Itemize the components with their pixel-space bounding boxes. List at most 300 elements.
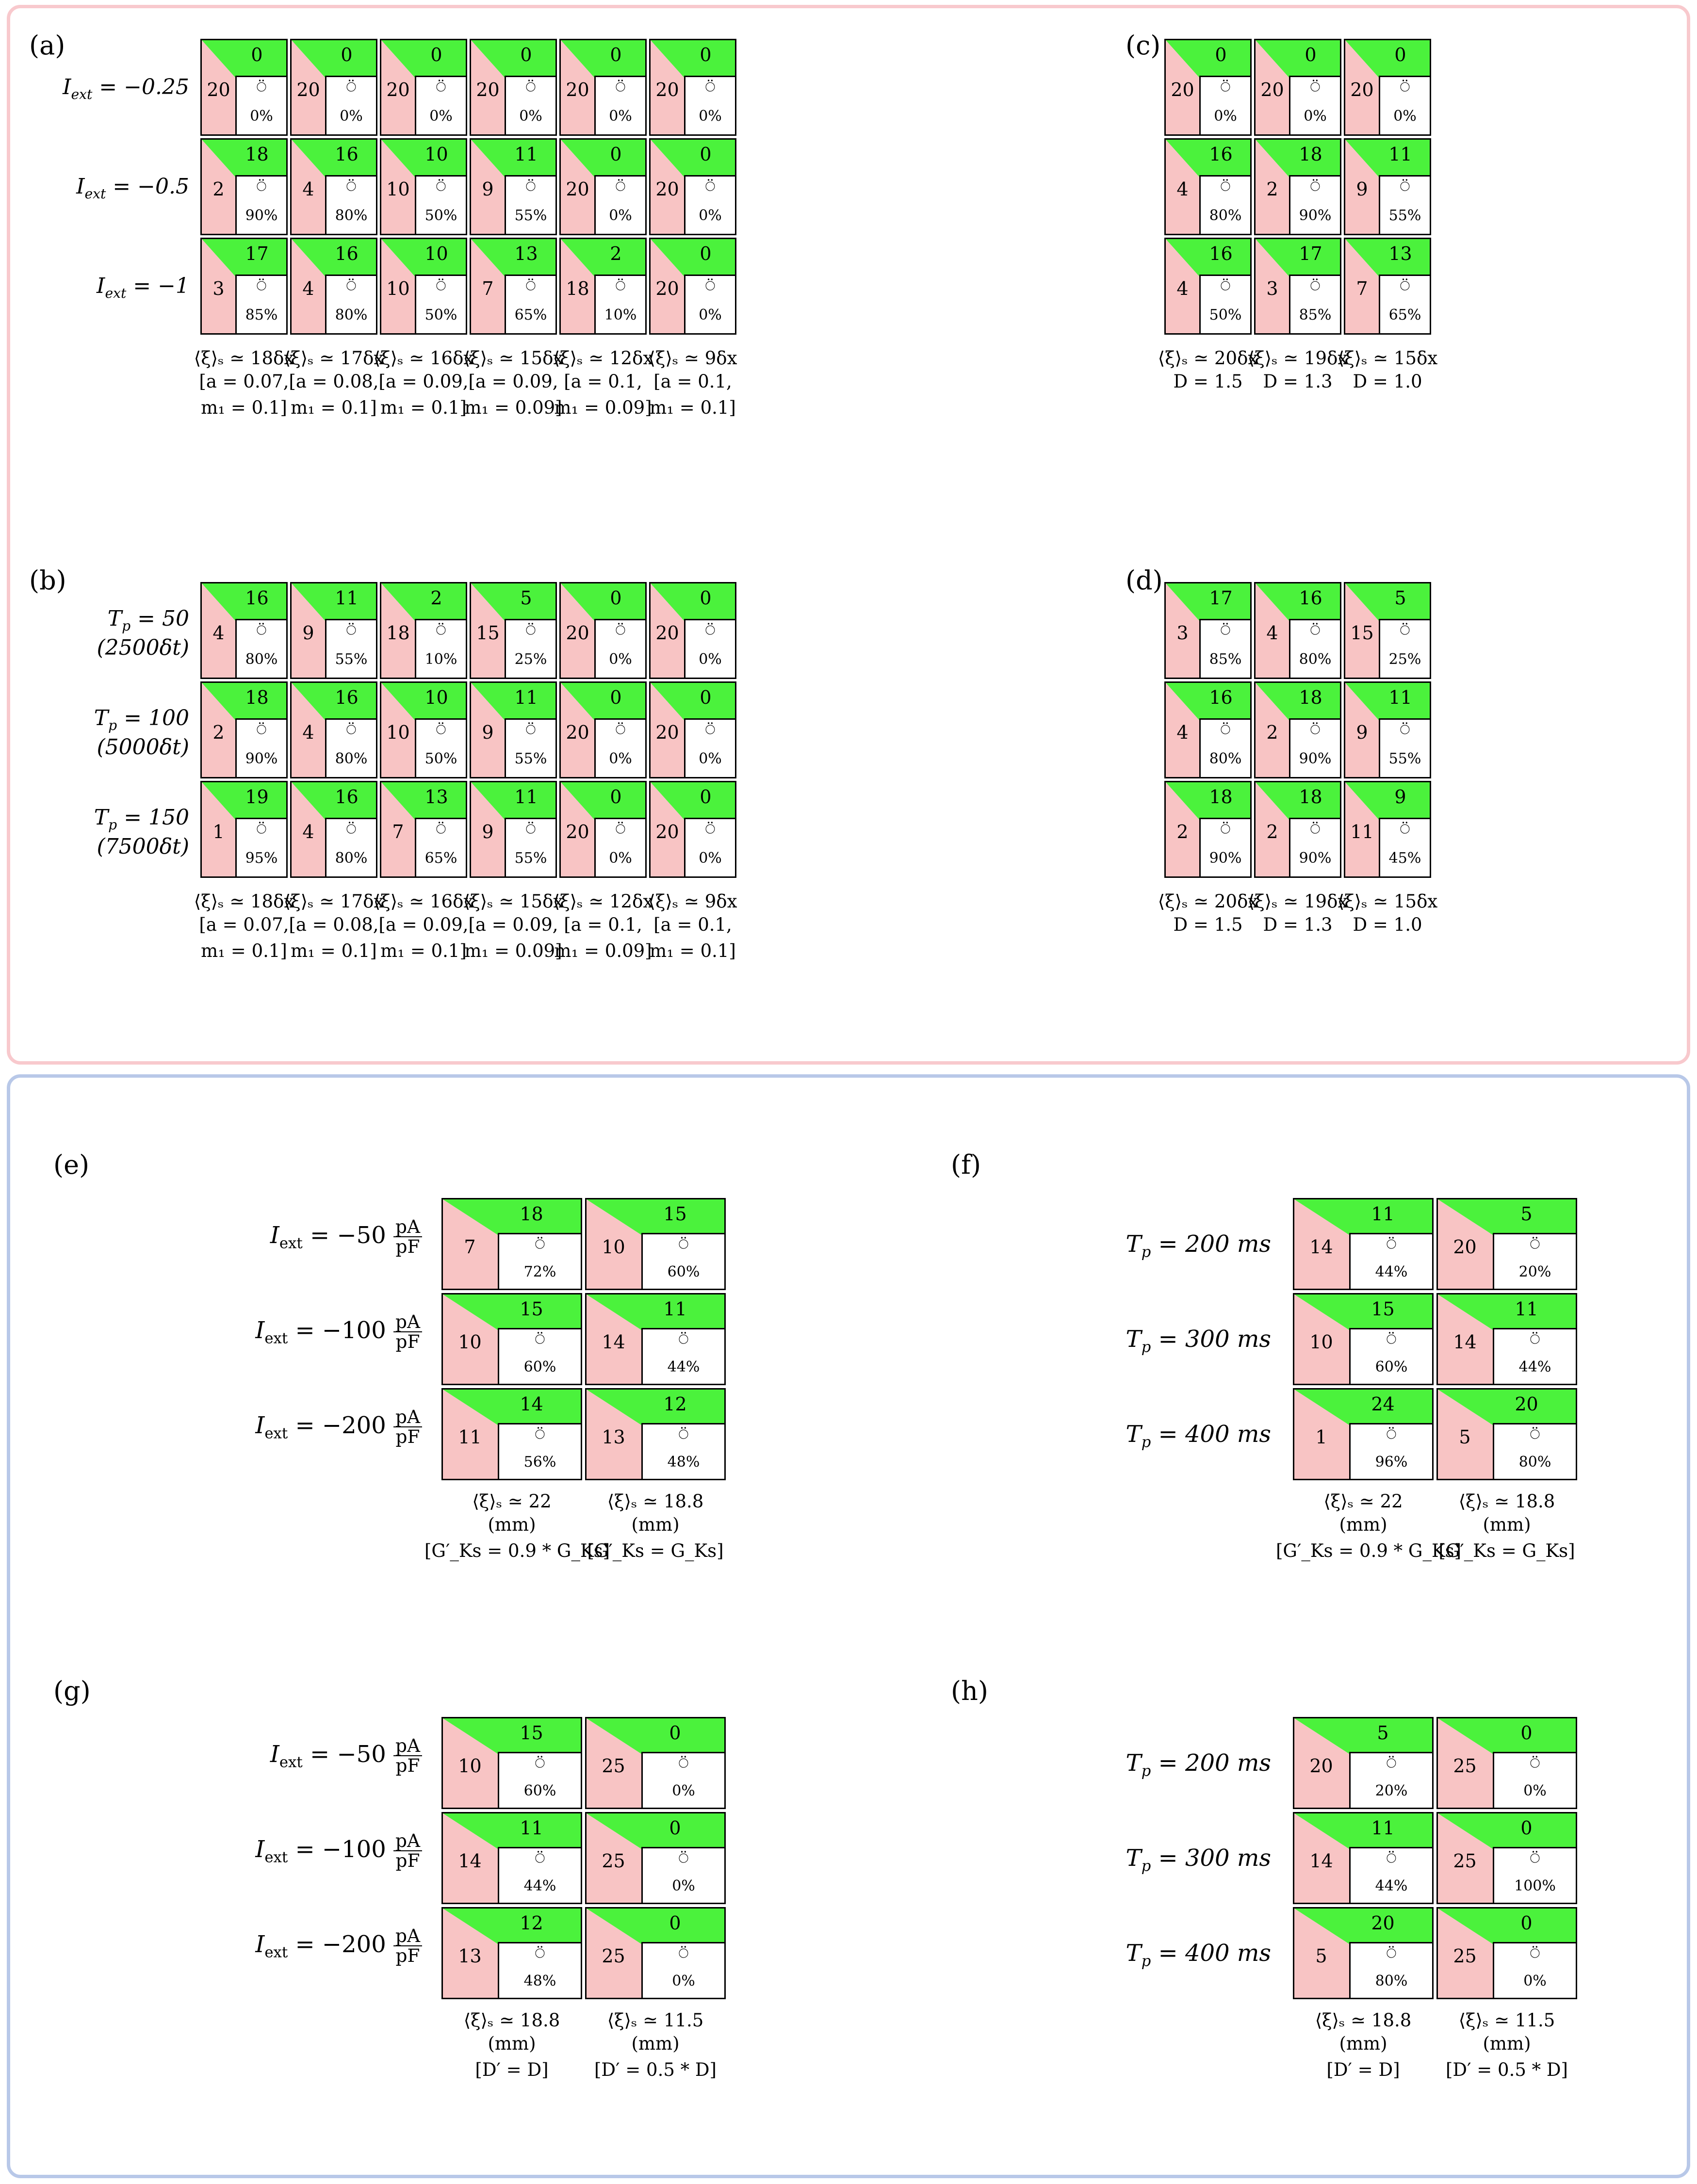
caption-line-3: m₁ = 0.1] — [650, 397, 736, 419]
matrix-cell — [1293, 1812, 1434, 1904]
cell-percent: 85% — [1299, 307, 1332, 324]
cell-left-value: 13 — [458, 1945, 482, 1967]
cell-top-value: 11 — [1388, 144, 1412, 165]
row-label-a-0: $I_{ext} = -0.25$ — [63, 75, 189, 102]
caption-line-2: [a = 0.1, — [653, 914, 732, 936]
matrix-cell — [380, 582, 467, 679]
matrix-cell — [1254, 681, 1341, 778]
matrix-cell — [1293, 1293, 1434, 1385]
cell-top-value: 24 — [1371, 1393, 1395, 1415]
matrix-cell — [559, 138, 647, 235]
psi-glyph: ⍥ — [535, 1425, 545, 1444]
cell-left-value: 11 — [1350, 821, 1374, 842]
cell-left-value: 11 — [458, 1426, 482, 1448]
cell-percent: 0% — [699, 850, 722, 867]
psi-glyph: ⍥ — [535, 1849, 545, 1868]
matrix-cell — [1293, 1717, 1434, 1809]
matrix-cell — [470, 39, 557, 136]
cell-left-value: 5 — [1315, 1945, 1327, 1967]
psi-glyph: ⍥ — [346, 78, 357, 97]
caption-line-2: D = 1.0 — [1353, 371, 1422, 392]
caption-line-1: ⟨ξ⟩ₛ ≃ 18δx — [194, 891, 294, 912]
cell-top-value: 18 — [1209, 786, 1233, 808]
cell-left-value: 2 — [1176, 821, 1189, 842]
cell-percent: 55% — [514, 850, 547, 867]
psi-glyph: ⍥ — [535, 1330, 545, 1349]
cell-left-value: 2 — [1266, 722, 1278, 743]
cell-left-value: 14 — [1309, 1236, 1333, 1258]
matrix-cell — [585, 1198, 726, 1290]
row-label-g-2: $I_{ext} = -200$ $\frac{pA}{pF}$ — [112, 1926, 422, 1966]
cell-percent: 80% — [335, 207, 368, 224]
matrix-cell — [380, 238, 467, 335]
cell-left-value: 20 — [1350, 79, 1374, 100]
psi-glyph: ⍥ — [1530, 1425, 1540, 1444]
panel-label-a: (a) — [29, 30, 65, 61]
cell-top-value: 0 — [1520, 1912, 1533, 1934]
cell-top-value: 18 — [520, 1203, 543, 1225]
caption-line-1: ⟨ξ⟩ₛ ≃ 20δx — [1158, 891, 1258, 912]
cell-top-value: 11 — [514, 687, 538, 708]
caption-line-3: [G′_Ks = 0.9 * G_Ks] — [1276, 1540, 1462, 1562]
cell-percent: 0% — [340, 108, 363, 125]
psi-glyph: ⍥ — [256, 78, 267, 97]
caption-line-2: [a = 0.07, — [199, 371, 289, 392]
matrix-cell — [200, 681, 288, 778]
cell-percent: 0% — [699, 207, 722, 224]
cell-top-value: 17 — [1299, 243, 1322, 264]
matrix-cell — [1254, 39, 1341, 136]
matrix-cell — [649, 238, 736, 335]
caption-line-2: [a = 0.09, — [468, 914, 558, 936]
psi-glyph: ⍥ — [615, 78, 626, 97]
cell-top-value: 18 — [245, 687, 269, 708]
cell-percent: 90% — [245, 750, 278, 767]
cell-top-value: 11 — [335, 587, 359, 609]
row-label-a-2: $I_{ext} = -1$ — [97, 274, 189, 301]
cell-top-value: 0 — [1215, 44, 1227, 65]
cell-left-value: 2 — [1266, 178, 1278, 200]
matrix-cell — [559, 39, 647, 136]
cell-left-value: 20 — [566, 79, 589, 100]
cell-left-value: 7 — [1356, 278, 1368, 299]
psi-glyph: ⍥ — [678, 1235, 689, 1254]
psi-glyph: ⍥ — [1310, 177, 1321, 196]
psi-glyph: ⍥ — [1400, 177, 1410, 196]
psi-glyph: ⍥ — [1220, 621, 1231, 640]
cell-percent: 80% — [335, 850, 368, 867]
cell-left-value: 4 — [302, 821, 314, 842]
psi-glyph: ⍥ — [525, 720, 536, 740]
psi-glyph: ⍥ — [436, 820, 446, 839]
cell-percent: 0% — [609, 207, 632, 224]
psi-glyph: ⍥ — [615, 720, 626, 740]
cell-left-value: 14 — [1453, 1331, 1477, 1353]
matrix-cell — [380, 681, 467, 778]
cell-top-value: 11 — [663, 1298, 687, 1320]
psi-glyph: ⍥ — [1220, 820, 1231, 839]
matrix-cell — [441, 1717, 582, 1809]
cell-percent: 0% — [699, 750, 722, 767]
cell-left-value: 2 — [212, 722, 225, 743]
cell-percent: 55% — [1388, 750, 1421, 767]
psi-glyph: ⍥ — [705, 720, 716, 740]
cell-top-value: 9 — [1394, 786, 1406, 808]
panel-label-h: (h) — [951, 1676, 988, 1706]
row-label-b-0: $T_p = 50$ (2500δt) — [97, 606, 189, 660]
cell-percent: 0% — [672, 1877, 695, 1894]
cell-left-value: 10 — [1309, 1331, 1333, 1353]
cell-left-value: 4 — [1176, 722, 1189, 743]
caption-line-1: ⟨ξ⟩ₛ ≃ 18.8 — [1315, 2010, 1412, 2031]
cell-left-value: 20 — [655, 622, 679, 644]
cell-percent: 90% — [1299, 850, 1332, 867]
psi-glyph: ⍥ — [256, 820, 267, 839]
psi-glyph: ⍥ — [1400, 820, 1410, 839]
cell-percent: 95% — [245, 850, 278, 867]
cell-percent: 0% — [699, 651, 722, 668]
caption-line-2: (mm) — [1483, 2033, 1531, 2055]
caption-line-1: ⟨ξ⟩ₛ ≃ 16δx — [373, 891, 474, 912]
cell-top-value: 16 — [335, 144, 359, 165]
cell-left-value: 25 — [1453, 1945, 1477, 1967]
cell-top-value: 5 — [1394, 587, 1406, 609]
psi-glyph: ⍥ — [436, 78, 446, 97]
cell-left-value: 4 — [1266, 622, 1278, 644]
psi-glyph: ⍥ — [705, 621, 716, 640]
psi-glyph: ⍥ — [1400, 78, 1410, 97]
caption-line-2: [a = 0.09, — [378, 914, 469, 936]
cell-left-value: 10 — [458, 1331, 482, 1353]
caption-line-2: [a = 0.1, — [653, 371, 732, 392]
matrix-cell — [559, 681, 647, 778]
cell-percent: 55% — [1388, 207, 1421, 224]
cell-top-value: 17 — [245, 243, 269, 264]
caption-line-2: D = 1.3 — [1263, 371, 1333, 392]
cell-top-value: 2 — [430, 587, 442, 609]
caption-line-1: ⟨ξ⟩ₛ ≃ 20δx — [1158, 348, 1258, 369]
caption-line-1: ⟨ξ⟩ₛ ≃ 16δx — [373, 348, 474, 369]
cell-percent: 0% — [609, 850, 632, 867]
matrix-cell — [649, 781, 736, 878]
column-caption — [568, 1490, 743, 1563]
cell-percent: 65% — [424, 850, 457, 867]
cell-percent: 90% — [245, 207, 278, 224]
psi-glyph: ⍥ — [436, 177, 446, 196]
cell-left-value: 10 — [458, 1755, 482, 1777]
psi-glyph: ⍥ — [1386, 1849, 1397, 1868]
matrix-cell — [380, 138, 467, 235]
psi-glyph: ⍥ — [678, 1944, 689, 1963]
column-caption — [568, 2009, 743, 2082]
cell-percent: 0% — [1393, 108, 1417, 125]
matrix-cell — [470, 238, 557, 335]
row-label-e-0: $I_{ext} = -50$ $\frac{pA}{pF}$ — [112, 1217, 422, 1257]
cell-left-value: 20 — [296, 79, 320, 100]
cell-left-value: 20 — [566, 722, 589, 743]
cell-top-value: 15 — [520, 1298, 543, 1320]
psi-glyph: ⍥ — [1530, 1754, 1540, 1773]
cell-percent: 65% — [514, 307, 547, 324]
matrix-cell — [1164, 138, 1252, 235]
cell-top-value: 13 — [1388, 243, 1412, 264]
matrix-cell — [441, 1812, 582, 1904]
cell-left-value: 14 — [458, 1850, 482, 1872]
cell-top-value: 13 — [424, 786, 448, 808]
cell-top-value: 0 — [669, 1912, 681, 1934]
caption-line-2: (mm) — [1339, 1514, 1387, 1536]
caption-line-3: m₁ = 0.1] — [380, 397, 467, 419]
cell-percent: 0% — [609, 651, 632, 668]
cell-top-value: 15 — [1371, 1298, 1395, 1320]
psi-glyph: ⍥ — [346, 177, 357, 196]
caption-line-3: m₁ = 0.1] — [291, 940, 377, 962]
cell-top-value: 0 — [700, 687, 712, 708]
cell-top-value: 16 — [1209, 243, 1233, 264]
matrix-cell — [290, 781, 377, 878]
cell-percent: 0% — [609, 750, 632, 767]
cell-percent: 80% — [245, 651, 278, 668]
cell-left-value: 20 — [566, 821, 589, 842]
cell-top-value: 11 — [1388, 687, 1412, 708]
cell-percent: 0% — [609, 108, 632, 125]
matrix-cell — [559, 582, 647, 679]
caption-line-1: ⟨ξ⟩ₛ ≃ 22 — [1323, 1491, 1403, 1512]
cell-left-value: 14 — [1309, 1850, 1333, 1872]
cell-percent: 44% — [1518, 1359, 1551, 1375]
row-label-e-2: $I_{ext} = -200$ $\frac{pA}{pF}$ — [112, 1407, 422, 1447]
psi-glyph: ⍥ — [1310, 621, 1321, 640]
psi-glyph: ⍥ — [346, 720, 357, 740]
caption-line-3: [D′ = 0.5 * D] — [1446, 2059, 1568, 2081]
cell-percent: 44% — [1375, 1877, 1408, 1894]
caption-line-3: [G′_Ks = G_Ks] — [587, 1540, 724, 1562]
column-caption — [1329, 347, 1446, 393]
matrix-cell — [585, 1907, 726, 1999]
cell-top-value: 20 — [1371, 1912, 1395, 1934]
cell-percent: 20% — [1375, 1782, 1408, 1799]
cell-percent: 20% — [1518, 1263, 1551, 1280]
row-label-g-1: $I_{ext} = -100$ $\frac{pA}{pF}$ — [112, 1831, 422, 1871]
psi-glyph: ⍥ — [346, 820, 357, 839]
cell-top-value: 10 — [424, 243, 448, 264]
row-label-e-1: $I_{ext} = -100$ $\frac{pA}{pF}$ — [112, 1312, 422, 1352]
cell-left-value: 4 — [302, 722, 314, 743]
cell-percent: 10% — [424, 651, 457, 668]
cell-left-value: 25 — [1453, 1755, 1477, 1777]
cell-top-value: 0 — [341, 44, 353, 65]
psi-glyph: ⍥ — [1310, 276, 1321, 296]
cell-top-value: 5 — [1377, 1722, 1389, 1744]
cell-top-value: 0 — [700, 786, 712, 808]
cell-top-value: 14 — [520, 1393, 543, 1415]
caption-line-1: ⟨ξ⟩ₛ ≃ 11.5 — [1458, 2010, 1555, 2031]
cell-top-value: 16 — [1299, 587, 1322, 609]
caption-line-2: [a = 0.09, — [468, 371, 558, 392]
caption-line-2: D = 1.5 — [1173, 371, 1243, 392]
psi-glyph: ⍥ — [525, 177, 536, 196]
matrix-cell — [1436, 1812, 1577, 1904]
cell-top-value: 0 — [669, 1722, 681, 1744]
cell-left-value: 2 — [1266, 821, 1278, 842]
caption-line-1: ⟨ξ⟩ₛ ≃ 9δx — [648, 891, 737, 912]
cell-percent: 0% — [1523, 1973, 1547, 1990]
psi-glyph: ⍥ — [256, 276, 267, 296]
psi-glyph: ⍥ — [1310, 720, 1321, 740]
psi-glyph: ⍥ — [1530, 1849, 1540, 1868]
cell-percent: 0% — [699, 307, 722, 324]
caption-line-1: ⟨ξ⟩ₛ ≃ 15δx — [463, 348, 564, 369]
matrix-cell — [200, 138, 288, 235]
matrix-cell — [1344, 582, 1431, 679]
cell-percent: 0% — [1523, 1782, 1547, 1799]
cell-left-value: 4 — [1176, 178, 1189, 200]
matrix-cell — [1344, 781, 1431, 878]
caption-line-2: [a = 0.07, — [199, 914, 289, 936]
matrix-cell — [649, 138, 736, 235]
caption-line-3: m₁ = 0.1] — [201, 397, 287, 419]
caption-line-3: [D′ = D] — [475, 2059, 549, 2081]
cell-percent: 60% — [523, 1359, 556, 1375]
matrix-cell — [1164, 681, 1252, 778]
cell-left-value: 13 — [602, 1426, 625, 1448]
cell-top-value: 12 — [663, 1393, 687, 1415]
panel-label-g: (g) — [53, 1676, 91, 1706]
cell-percent: 50% — [424, 307, 457, 324]
cell-percent: 45% — [1388, 850, 1421, 867]
cell-percent: 0% — [429, 108, 453, 125]
caption-line-2: [a = 0.1, — [564, 371, 642, 392]
matrix-cell — [1436, 1293, 1577, 1385]
matrix-cell — [1254, 582, 1341, 679]
caption-line-2: D = 1.0 — [1353, 914, 1422, 936]
cell-top-value: 0 — [1305, 44, 1317, 65]
cell-top-value: 0 — [700, 44, 712, 65]
cell-left-value: 7 — [392, 821, 404, 842]
cell-left-value: 15 — [1350, 622, 1374, 644]
psi-glyph: ⍥ — [705, 78, 716, 97]
psi-glyph: ⍥ — [1386, 1944, 1397, 1963]
psi-glyph: ⍥ — [678, 1330, 689, 1349]
cell-left-value: 18 — [566, 278, 589, 299]
caption-line-1: ⟨ξ⟩ₛ ≃ 17δx — [283, 891, 384, 912]
cell-top-value: 2 — [610, 243, 622, 264]
cell-percent: 0% — [672, 1973, 695, 1990]
matrix-cell — [470, 138, 557, 235]
cell-percent: 90% — [1299, 207, 1332, 224]
cell-top-value: 0 — [1520, 1817, 1533, 1839]
psi-glyph: ⍥ — [678, 1754, 689, 1773]
panel-label-c: (c) — [1126, 30, 1161, 61]
caption-line-3: [D′ = 0.5 * D] — [594, 2059, 717, 2081]
cell-top-value: 10 — [424, 687, 448, 708]
psi-glyph: ⍥ — [1220, 78, 1231, 97]
cell-left-value: 7 — [482, 278, 494, 299]
cell-percent: 100% — [1514, 1877, 1556, 1894]
cell-top-value: 0 — [430, 44, 442, 65]
caption-line-2: D = 1.5 — [1173, 914, 1243, 936]
matrix-cell — [1436, 1907, 1577, 1999]
caption-line-2: [a = 0.09, — [378, 371, 469, 392]
matrix-cell — [1293, 1388, 1434, 1480]
panel-label-d: (d) — [1126, 565, 1163, 596]
cell-top-value: 19 — [245, 786, 269, 808]
caption-line-1: ⟨ξ⟩ₛ ≃ 9δx — [648, 348, 737, 369]
row-label-h-2: $T_p = 400$ ms — [1126, 1940, 1271, 1970]
psi-glyph: ⍥ — [615, 177, 626, 196]
caption-line-2: [a = 0.08, — [289, 371, 379, 392]
matrix-cell — [380, 781, 467, 878]
caption-line-1: ⟨ξ⟩ₛ ≃ 18δx — [194, 348, 294, 369]
psi-glyph: ⍥ — [1530, 1330, 1540, 1349]
psi-glyph: ⍥ — [436, 720, 446, 740]
psi-glyph: ⍥ — [1310, 78, 1321, 97]
cell-left-value: 20 — [386, 79, 410, 100]
matrix-cell — [470, 681, 557, 778]
cell-top-value: 16 — [335, 786, 359, 808]
matrix-cell — [441, 1907, 582, 1999]
caption-line-2: (mm) — [631, 2033, 680, 2055]
cell-percent: 85% — [1209, 651, 1242, 668]
panel-label-e: (e) — [53, 1149, 90, 1180]
cell-top-value: 0 — [520, 44, 532, 65]
matrix-cell — [441, 1198, 582, 1290]
matrix-cell — [1344, 238, 1431, 335]
matrix-cell — [1344, 681, 1431, 778]
psi-glyph: ⍥ — [525, 78, 536, 97]
matrix-cell — [290, 238, 377, 335]
cell-left-value: 20 — [1171, 79, 1194, 100]
matrix-cell — [585, 1388, 726, 1480]
psi-glyph: ⍥ — [615, 276, 626, 296]
cell-left-value: 4 — [302, 278, 314, 299]
cell-top-value: 15 — [520, 1722, 543, 1744]
matrix-cell — [200, 39, 288, 136]
cell-top-value: 15 — [663, 1203, 687, 1225]
matrix-cell — [1254, 781, 1341, 878]
caption-line-3: m₁ = 0.1] — [380, 940, 467, 962]
cell-left-value: 3 — [1176, 622, 1189, 644]
cell-percent: 0% — [1304, 108, 1327, 125]
cell-top-value: 10 — [424, 144, 448, 165]
cell-top-value: 0 — [610, 587, 622, 609]
cell-top-value: 18 — [1299, 144, 1322, 165]
caption-line-3: m₁ = 0.09] — [464, 940, 562, 962]
cell-left-value: 20 — [655, 722, 679, 743]
cell-percent: 0% — [250, 108, 273, 125]
cell-top-value: 0 — [1394, 44, 1406, 65]
cell-percent: 0% — [699, 108, 722, 125]
cell-percent: 0% — [1214, 108, 1237, 125]
cell-percent: 90% — [1299, 750, 1332, 767]
cell-percent: 60% — [667, 1263, 700, 1280]
psi-glyph: ⍥ — [1386, 1425, 1397, 1444]
cell-top-value: 11 — [1515, 1298, 1538, 1320]
matrix-cell — [1254, 238, 1341, 335]
cell-top-value: 0 — [1520, 1722, 1533, 1744]
caption-line-1: ⟨ξ⟩ₛ ≃ 17δx — [283, 348, 384, 369]
matrix-cell — [200, 582, 288, 679]
psi-glyph: ⍥ — [436, 276, 446, 296]
matrix-cell — [1344, 39, 1431, 136]
cell-top-value: 18 — [1299, 786, 1322, 808]
matrix-cell — [559, 781, 647, 878]
cell-left-value: 20 — [1309, 1755, 1333, 1777]
caption-line-3: m₁ = 0.1] — [291, 397, 377, 419]
caption-line-1: ⟨ξ⟩ₛ ≃ 18.8 — [463, 2010, 560, 2031]
cell-top-value: 16 — [335, 243, 359, 264]
row-label-g-0: $I_{ext} = -50$ $\frac{pA}{pF}$ — [112, 1736, 422, 1776]
